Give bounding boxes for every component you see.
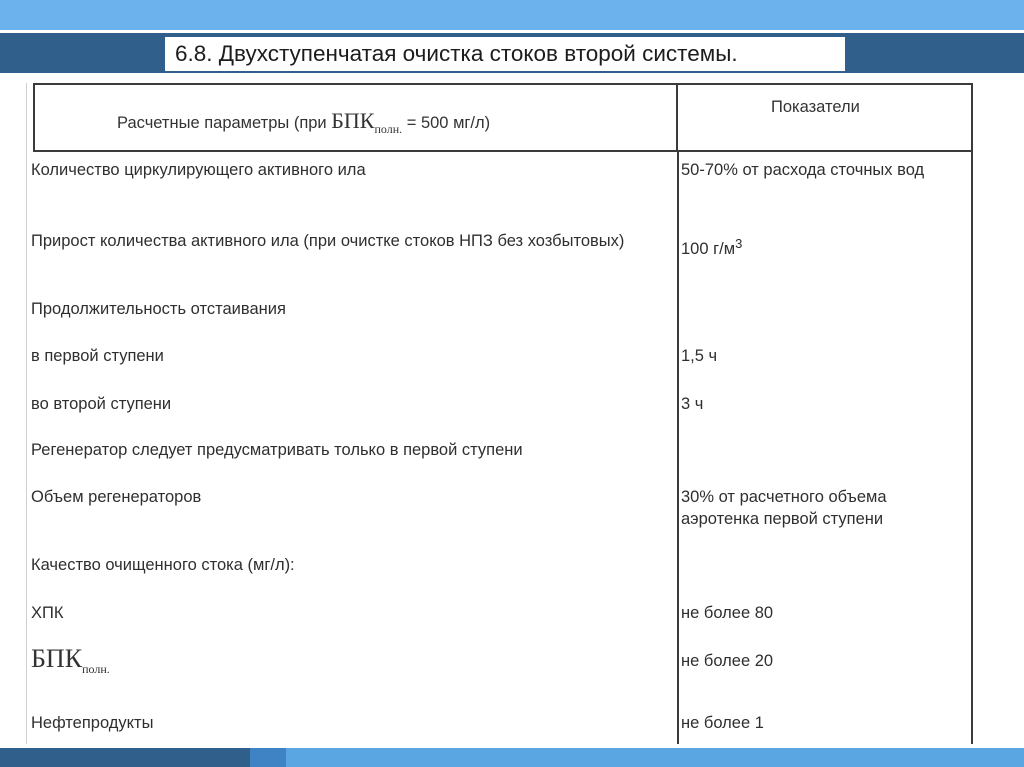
table-row-param: Количество циркулирующего активного ила — [31, 161, 366, 179]
slide-title: 6.8. Двухступенчатая очистка стоков второй системы. — [165, 37, 845, 71]
table-row-value: 30% от расчетного объема аэротенка первой ступени — [681, 488, 887, 528]
table-row-value: 50-70% от расхода сточных вод — [681, 161, 925, 179]
bpk-subscript: полн. — [82, 662, 110, 676]
header-parameters-suffix: = 500 мг/л) — [406, 114, 491, 132]
top-decor-band — [0, 0, 1024, 30]
header-bpk: БПК — [331, 108, 375, 133]
table-row-param: Объем регенераторов — [31, 488, 202, 506]
column-divider — [677, 152, 679, 744]
table-row-param: в первой ступени — [31, 347, 164, 365]
header-bpk-subscript: полн. — [374, 122, 403, 136]
header-parameters — [117, 108, 490, 134]
value-superscript: 3 — [735, 236, 743, 251]
table-row-param — [31, 644, 671, 676]
table-row-param: Регенератор следует предусматривать только в первой ступени — [31, 441, 523, 459]
header-parameters-prefix: Расчетные параметры (при — [117, 114, 327, 132]
table-row-param: ХПК — [31, 604, 64, 622]
bpk-text: БПК — [31, 644, 83, 673]
header-divider — [676, 83, 678, 152]
table-row-value: 1,5 ч — [681, 347, 718, 365]
left-margin-rule — [26, 83, 27, 748]
value-text: 100 г/м — [681, 240, 736, 258]
table-row-value: не более 20 — [681, 652, 774, 670]
table-right-border — [971, 152, 973, 744]
table-row-param: Прирост количества активного ила (при очистке стоков НПЗ без хозбытовых) — [31, 232, 625, 250]
table-row-param: Качество очищенного стока (мг/л): — [31, 556, 295, 574]
bottom-decor-dark — [0, 748, 250, 767]
bottom-decor-accent — [250, 748, 286, 767]
table-row-param: Продолжительность отстаивания — [31, 300, 286, 318]
table-row-value: не более 1 — [681, 714, 764, 732]
header-indicators: Показатели — [771, 98, 860, 116]
table-row-value — [681, 238, 967, 261]
table-row-param: Нефтепродукты — [31, 714, 154, 732]
table-row-value: не более 80 — [681, 604, 774, 622]
table-row-param: во второй ступени — [31, 395, 172, 413]
table-row-value: 3 ч — [681, 395, 704, 413]
bottom-decor-light — [250, 748, 1024, 767]
